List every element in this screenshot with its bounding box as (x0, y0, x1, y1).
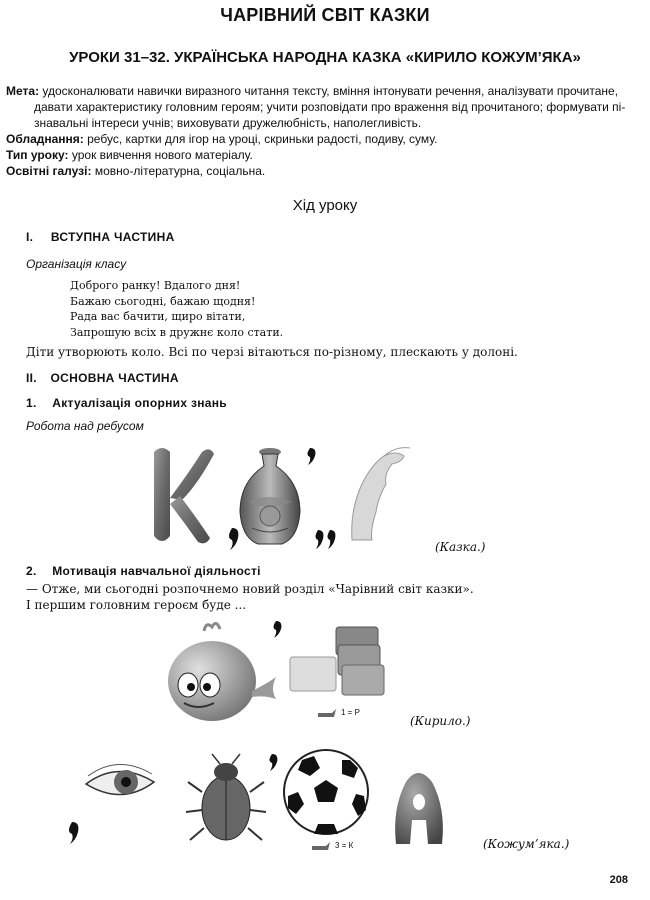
pointing-hand-icon (318, 709, 336, 717)
poem-line: Рада вас бачити, щиро вітати, (70, 310, 246, 323)
vase-icon (240, 448, 300, 544)
rebus-kyrylo-hint: 1 = Р (341, 708, 360, 717)
comma-icon (229, 528, 238, 550)
pointing-hand-icon (312, 842, 330, 850)
part1-heading (26, 230, 175, 244)
poem-line: Бажаю сьогодні, бажаю щодня! (70, 294, 256, 308)
soccer-ball-icon (284, 750, 368, 834)
soap-bars-icon (290, 627, 384, 695)
type-label: Тип уроку: (6, 148, 69, 162)
rebus-kozhumiaka-hint: 3 = К (335, 841, 354, 850)
fields-text: мовно-літературна, соціальна. (94, 164, 266, 178)
item2-number: 2. (26, 564, 37, 578)
page-number: 208 (609, 874, 628, 886)
hand-icon (352, 448, 410, 540)
lesson-title: УРОКИ 31–32. УКРАЇНСЬКА НАРОДНА КАЗКА «КИРИЛО КОЖУМ’ЯКА» (69, 49, 581, 66)
part1-number: I. (26, 230, 34, 244)
item1-subtitle: Робота над ребусом (26, 419, 144, 433)
apostrophe-icon (308, 448, 316, 465)
item2-line2: І першим головним героєм буде ... (26, 598, 247, 612)
poem-line: Запрошую всіх в дружнє коло стати. (70, 325, 284, 339)
part1-subtitle: Організація класу (26, 257, 127, 271)
rebus-kyrylo-answer: (Кирило.) (410, 714, 471, 728)
whale-icon (168, 623, 276, 721)
poem-line: Доброго ранку! Вдалого дня! (70, 279, 241, 292)
beetle-icon (186, 754, 266, 840)
fields-label: Освітні галузі: (6, 164, 92, 178)
item2-title: Мотивація навчальної діяльності (52, 564, 261, 578)
equipment-label: Обладнання: (6, 132, 84, 146)
apostrophe-icon (270, 754, 278, 771)
clay-letter-k-icon (154, 448, 214, 543)
comma-icon (69, 822, 78, 844)
comma-icon (328, 530, 336, 549)
section-title: ЧАРІВНИЙ СВІТ КАЗКИ (220, 5, 430, 25)
eye-icon (86, 764, 154, 794)
rebus-kozhumiaka-answer: (Кожум’яка.) (483, 837, 570, 851)
rebus-kyrylo (160, 617, 400, 729)
goal-label: Мета: (6, 84, 40, 98)
part2-number: II. (26, 371, 37, 385)
lesson-meta (6, 83, 634, 179)
part2-heading (26, 371, 179, 385)
course-title: Хід уроку (292, 197, 358, 214)
item1-number: 1. (26, 396, 37, 410)
goal-text: удосконалювати навички виразного читання тексту, вміння інтонувати речення, аналізувати прочитане, (42, 84, 619, 98)
goal-text-2: давати характеристику головним героям; учити розповідати про враження від прочитаного; формувати пі- (34, 100, 626, 114)
item2-line1: — Отже, ми сьогодні розпочнемо новий розділ «Чарівний світ казки». (26, 582, 474, 596)
item2-heading (26, 564, 261, 578)
part1-text: Діти утворюють коло. Всі по черзі вітаються по-різному, плескають у долоні. (26, 345, 518, 359)
type-text: урок вивчення нового матеріалу. (71, 148, 253, 162)
rebus-kazka (140, 440, 440, 552)
apostrophe-icon (274, 621, 282, 638)
comma-icon (316, 530, 324, 549)
greeting-poem (70, 278, 283, 340)
rebus-kozhumiaka (62, 748, 472, 852)
part1-title: ВСТУПНА ЧАСТИНА (50, 230, 175, 244)
item1-title: Актуалізація опорних знань (52, 396, 227, 410)
clay-letter-a-icon (395, 773, 443, 844)
part2-title: ОСНОВНА ЧАСТИНА (50, 371, 179, 385)
item1-heading (26, 396, 227, 410)
rebus-kazka-answer: (Казка.) (435, 540, 486, 554)
equipment-text: ребус, картки для ігор на уроці, скриньки радості, подиву, суму. (87, 132, 438, 146)
goal-text-3: знавальні інтереси учнів; виховувати дружелюбність, наполегливість. (34, 116, 422, 130)
